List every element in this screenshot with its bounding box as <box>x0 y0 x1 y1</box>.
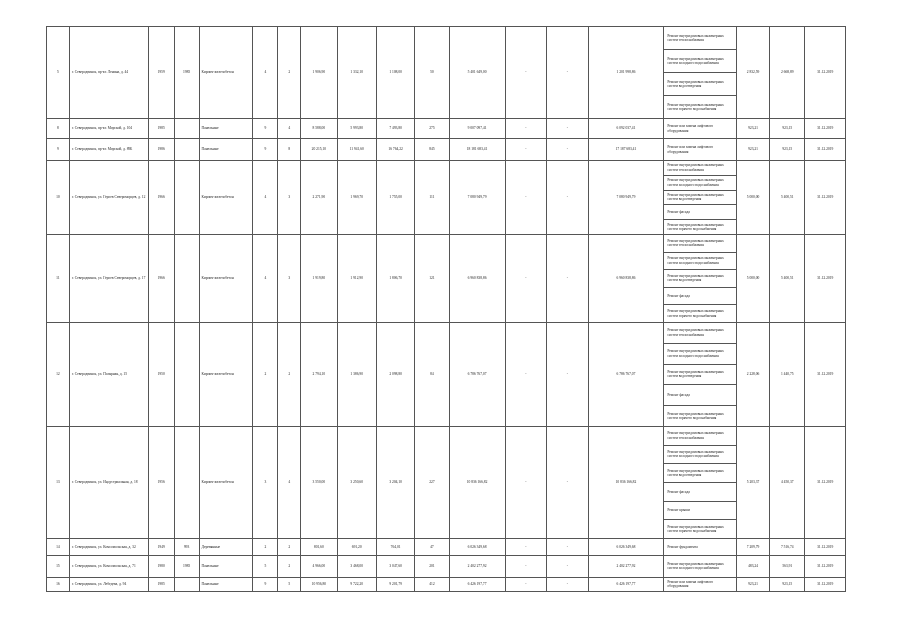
cell-c1: - <box>505 577 547 591</box>
cell-num: 8 <box>47 119 70 139</box>
cell-work-type: Ремонт внутридомовых инженерных систем водоотведения <box>664 464 737 483</box>
cell-work-type: Ремонт внутридомовых инженерных систем водоотведения <box>664 73 737 96</box>
cell-work-type: Ремонт или замена лифтового оборудования <box>664 139 737 161</box>
cell-work-type: Ремонт внутридомовых инженерных систем горячего водоснабжения <box>664 96 737 119</box>
cell-residents: 201 <box>415 555 449 577</box>
cell-area-live2: 764,01 <box>376 538 414 555</box>
table-row <box>47 161 846 176</box>
cell-address: г. Северодвинск, ул. Комсомольская, д. 71 <box>69 555 148 577</box>
cell-work-type: Ремонт фасада <box>664 287 737 305</box>
cell-limit-cost: 5 400,51 <box>770 161 805 235</box>
cell-address: г. Северодвинск, ул. Героев Североморцев, д. 12 <box>69 161 148 235</box>
cell-wall: Панельные <box>199 577 253 591</box>
cell-work-type: Ремонт внутридомовых инженерных систем холодного водоснабжения <box>664 175 737 190</box>
cell-c2: - <box>547 161 589 235</box>
cell-date: 31.12.2019 <box>805 426 846 538</box>
cell-year2: 1985 <box>174 555 199 577</box>
cell-address: г. Северодвинск, ул. Индустриальная, д. 18 <box>69 426 148 538</box>
table-row <box>47 555 846 577</box>
cell-cost-total: 9 007 097,41 <box>449 119 505 139</box>
cell-work-type: Ремонт внутридомовых инженерных систем холодного водоснабжения <box>664 343 737 364</box>
cell-c1: - <box>505 139 547 161</box>
cell-entrances: 2 <box>278 27 301 119</box>
cell-area-live: 11 941,60 <box>337 139 376 161</box>
cell-entrances: 4 <box>278 119 301 139</box>
cell-year: 1949 <box>148 538 174 555</box>
cell-floors: 4 <box>253 27 278 119</box>
cell-floors: 2 <box>253 538 278 555</box>
table-row <box>47 119 846 139</box>
cell-area-live: 1 332,10 <box>337 27 376 119</box>
cell-area-total: 801,60 <box>301 538 337 555</box>
cell-num: 5 <box>47 27 70 119</box>
cell-unit-cost: 923,21 <box>736 577 769 591</box>
cell-year: 1986 <box>148 139 174 161</box>
table-row <box>47 27 846 50</box>
cell-cost-total: 10 836 166,82 <box>449 426 505 538</box>
cell-work-type: Ремонт внутридомовых инженерных систем теплоснабжения <box>664 27 737 50</box>
cell-c3: 10 836 166,82 <box>588 426 664 538</box>
cell-c2: - <box>547 234 589 322</box>
cell-area-live2: 3 204,10 <box>376 426 414 538</box>
cell-address: г. Северодвинск, ул. Полярная, д. 15 <box>69 322 148 426</box>
cell-cost-total: 7 080 949,79 <box>449 161 505 235</box>
cell-work-type: Ремонт фасада <box>664 385 737 406</box>
cell-c2: - <box>547 119 589 139</box>
cell-cost-total: 6 426 197,77 <box>449 577 505 591</box>
cell-year2 <box>174 161 199 235</box>
cell-year: 1950 <box>148 322 174 426</box>
cell-work-type: Ремонт или замена лифтового оборудования <box>664 577 737 591</box>
cell-work-type: Ремонт внутридомовых инженерных систем холодного водоснабжения <box>664 555 737 577</box>
cell-c1: - <box>505 322 547 426</box>
cell-area-live: 3 468,00 <box>337 555 376 577</box>
cell-c3: 7 080 949,79 <box>588 161 664 235</box>
cell-residents: 47 <box>415 538 449 555</box>
cell-limit-cost: 5 400,51 <box>770 234 805 322</box>
cell-area-live2: 1 108,00 <box>376 27 414 119</box>
cell-work-type: Ремонт внутридомовых инженерных систем холодного водоснабжения <box>664 50 737 73</box>
cell-c2: - <box>547 577 589 591</box>
cell-residents: 412 <box>415 577 449 591</box>
cell-entrances: 2 <box>278 538 301 555</box>
cell-date: 31.12.2019 <box>805 119 846 139</box>
cell-work-type: Ремонт внутридомовых инженерных систем теплоснабжения <box>664 234 737 252</box>
cell-area-total: 10 956,80 <box>301 577 337 591</box>
cell-entrances: 5 <box>278 577 301 591</box>
cell-limit-cost: 563,91 <box>770 555 805 577</box>
cell-date: 31.12.2019 <box>805 161 846 235</box>
cell-c3: 6 960 838,86 <box>588 234 664 322</box>
table-row <box>47 538 846 555</box>
cell-work-type: Ремонт внутридомовых инженерных систем теплоснабжения <box>664 161 737 176</box>
cell-area-total: 3 550,00 <box>301 426 337 538</box>
cell-floors: 9 <box>253 139 278 161</box>
cell-wall: Панельные <box>199 119 253 139</box>
cell-entrances: 8 <box>278 139 301 161</box>
table-row <box>47 234 846 252</box>
cell-num: 11 <box>47 234 70 322</box>
cell-residents: 845 <box>415 139 449 161</box>
cell-residents: 121 <box>415 234 449 322</box>
cell-unit-cost: 5 000,00 <box>736 234 769 322</box>
cell-area-live: 691,20 <box>337 538 376 555</box>
cell-c2: - <box>547 139 589 161</box>
cell-c3: 6 786 767,07 <box>588 322 664 426</box>
cell-wall: Кирпич-железобетон <box>199 234 253 322</box>
cell-num: 10 <box>47 161 70 235</box>
cell-num: 12 <box>47 322 70 426</box>
cell-cost-total: 2 402 277,92 <box>449 555 505 577</box>
cell-address: г. Северодвинск, ул. Комсомольская, д. 32 <box>69 538 148 555</box>
cell-wall: Кирпич-железобетон <box>199 426 253 538</box>
table-row <box>47 322 846 343</box>
cell-wall: Деревянные <box>199 538 253 555</box>
cell-work-type: Ремонт фасада <box>664 205 737 220</box>
cell-c1: - <box>505 555 547 577</box>
cell-address: г. Северодвинск, ул. Героев Североморцев, д. 17 <box>69 234 148 322</box>
cell-address: г. Северодвинск, пр-кт. Морской, д. 104 <box>69 119 148 139</box>
cell-work-type: Ремонт внутридомовых инженерных систем горячего водоснабжения <box>664 305 737 323</box>
cell-unit-cost: 5 000,00 <box>736 161 769 235</box>
cell-c2: - <box>547 322 589 426</box>
cell-year2 <box>174 426 199 538</box>
cell-area-total: 2 271,90 <box>301 161 337 235</box>
cell-c1: - <box>505 234 547 322</box>
cell-year2 <box>174 139 199 161</box>
cell-year: 1966 <box>148 234 174 322</box>
cell-wall: Панельные <box>199 139 253 161</box>
cell-cost-total: 18 181 683,41 <box>449 139 505 161</box>
cell-floors: 9 <box>253 119 278 139</box>
cell-year: 1980 <box>148 555 174 577</box>
cell-year: 1959 <box>148 27 174 119</box>
cell-area-live: 1 386,90 <box>337 322 376 426</box>
cell-area-live2: 7 493,80 <box>376 119 414 139</box>
cell-work-type: Ремонт внутридомовых инженерных систем водоотведения <box>664 364 737 385</box>
cell-c1: - <box>505 426 547 538</box>
cell-work-type: Ремонт внутридомовых инженерных систем теплоснабжения <box>664 426 737 445</box>
cell-date: 31.12.2019 <box>805 234 846 322</box>
cell-area-live: 9 722,20 <box>337 577 376 591</box>
cell-work-type: Ремонт фундамента <box>664 538 737 555</box>
cell-work-type: Ремонт внутридомовых инженерных систем холодного водоснабжения <box>664 445 737 464</box>
cell-entrances: 2 <box>278 555 301 577</box>
cell-area-live2: 1 755,00 <box>376 161 414 235</box>
cell-wall: Панельные <box>199 555 253 577</box>
cell-year2 <box>174 119 199 139</box>
cell-c3: 6 426 197,77 <box>588 577 664 591</box>
cell-year2: 993 <box>174 538 199 555</box>
cell-c1: - <box>505 538 547 555</box>
table-row <box>47 426 846 445</box>
cell-num: 9 <box>47 139 70 161</box>
cell-floors: 5 <box>253 555 278 577</box>
cell-cost-total: 6 786 767,07 <box>449 322 505 426</box>
cell-num: 14 <box>47 538 70 555</box>
cell-residents: 227 <box>415 426 449 538</box>
cell-unit-cost: 923,21 <box>736 119 769 139</box>
cell-work-type: Ремонт внутридомовых инженерных систем горячего водоснабжения <box>664 406 737 427</box>
cell-wall: Кирпич-железобетон <box>199 27 253 119</box>
cell-limit-cost: 4 450,37 <box>770 426 805 538</box>
cell-cost-total: 5 401 649,00 <box>449 27 505 119</box>
cell-area-total: 4 966,00 <box>301 555 337 577</box>
cell-year: 1985 <box>148 119 174 139</box>
cell-area-total: 2 794,10 <box>301 322 337 426</box>
cell-c3: 2 402 277,92 <box>588 555 664 577</box>
cell-area-live2: 2 098,80 <box>376 322 414 426</box>
cell-work-type: Ремонт фасада <box>664 482 737 501</box>
cell-work-type: Ремонт внутридомовых инженерных систем горячего водоснабжения <box>664 520 737 539</box>
document-sheet <box>46 26 846 592</box>
table-row <box>47 139 846 161</box>
cell-area-live: 3 250,60 <box>337 426 376 538</box>
cell-entrances: 2 <box>278 322 301 426</box>
cell-c2: - <box>547 555 589 577</box>
cell-limit-cost: 1 440,75 <box>770 322 805 426</box>
cell-c1: - <box>505 161 547 235</box>
cell-num: 15 <box>47 555 70 577</box>
cell-date: 31.12.2019 <box>805 27 846 119</box>
cell-area-total: 20 215,10 <box>301 139 337 161</box>
cell-year2 <box>174 234 199 322</box>
cell-year2 <box>174 322 199 426</box>
cell-date: 31.12.2019 <box>805 322 846 426</box>
cell-year: 1985 <box>148 577 174 591</box>
cell-limit-cost: 923,15 <box>770 577 805 591</box>
cell-limit-cost: 2 668,89 <box>770 27 805 119</box>
cell-work-type: Ремонт внутридомовых инженерных систем холодного водоснабжения <box>664 252 737 270</box>
cell-address: г. Северодвинск, пр-кт. Морской, д. 89Б <box>69 139 148 161</box>
cell-residents: 50 <box>415 27 449 119</box>
cell-c3: 6 092 037,41 <box>588 119 664 139</box>
cell-area-total: 8 588,00 <box>301 119 337 139</box>
cell-unit-cost: 2 832,59 <box>736 27 769 119</box>
cell-area-total: 1 919,80 <box>301 234 337 322</box>
cell-c1: - <box>505 27 547 119</box>
cell-area-live: 5 993,80 <box>337 119 376 139</box>
cell-unit-cost: 2 228,06 <box>736 322 769 426</box>
cell-work-type: Ремонт внутридомовых инженерных систем водоотведения <box>664 270 737 288</box>
cell-c3: 6 026 349,68 <box>588 538 664 555</box>
cell-floors: 3 <box>253 426 278 538</box>
cell-date: 31.12.2019 <box>805 577 846 591</box>
cell-year: 1956 <box>148 426 174 538</box>
cell-limit-cost: 923,15 <box>770 139 805 161</box>
cell-c2: - <box>547 538 589 555</box>
cell-floors: 4 <box>253 161 278 235</box>
cell-c3: 1 201 998,86 <box>588 27 664 119</box>
cell-area-live2: 1 806,70 <box>376 234 414 322</box>
cell-cost-total: 6 026 349,68 <box>449 538 505 555</box>
cell-area-live2: 3 047,60 <box>376 555 414 577</box>
cell-area-live2: 9 201,79 <box>376 577 414 591</box>
cell-c2: - <box>547 27 589 119</box>
cell-cost-total: 6 960 838,86 <box>449 234 505 322</box>
cell-residents: 275 <box>415 119 449 139</box>
cell-date: 31.12.2019 <box>805 139 846 161</box>
cell-c2: - <box>547 426 589 538</box>
cell-limit-cost: 923,15 <box>770 119 805 139</box>
cell-floors: 2 <box>253 322 278 426</box>
cell-unit-cost: 5 203,37 <box>736 426 769 538</box>
cell-floors: 9 <box>253 577 278 591</box>
cell-work-type: Ремонт крыши <box>664 501 737 520</box>
cell-c1: - <box>505 119 547 139</box>
cell-num: 16 <box>47 577 70 591</box>
cell-year: 1966 <box>148 161 174 235</box>
cell-work-type: Ремонт или замена лифтового оборудования <box>664 119 737 139</box>
cell-c3: 17 187 683,41 <box>588 139 664 161</box>
cell-wall: Кирпич-железобетон <box>199 322 253 426</box>
cell-address: г. Северодвинск, ул. Лебедева, д. 94 <box>69 577 148 591</box>
cell-work-type: Ремонт внутридомовых инженерных систем теплоснабжения <box>664 322 737 343</box>
cell-year2 <box>174 577 199 591</box>
cell-area-total: 1 906,90 <box>301 27 337 119</box>
cell-residents: 84 <box>415 322 449 426</box>
cell-date: 31.12.2019 <box>805 538 846 555</box>
table-row <box>47 577 846 591</box>
cell-floors: 4 <box>253 234 278 322</box>
cell-date: 31.12.2019 <box>805 555 846 577</box>
cell-work-type: Ремонт внутридомовых инженерных систем водоотведения <box>664 190 737 205</box>
cell-entrances: 3 <box>278 234 301 322</box>
cell-area-live: 1 912,90 <box>337 234 376 322</box>
cell-limit-cost: 7 516,74 <box>770 538 805 555</box>
cell-unit-cost: 923,21 <box>736 139 769 161</box>
cell-unit-cost: 483,24 <box>736 555 769 577</box>
repair-program-table <box>46 26 846 592</box>
cell-num: 13 <box>47 426 70 538</box>
cell-area-live2: 16 764,22 <box>376 139 414 161</box>
cell-year2: 1985 <box>174 27 199 119</box>
cell-wall: Кирпич-железобетон <box>199 161 253 235</box>
cell-entrances: 4 <box>278 426 301 538</box>
cell-work-type: Ремонт внутридомовых инженерных систем горячего водоснабжения <box>664 220 737 235</box>
cell-area-live: 1 969,70 <box>337 161 376 235</box>
cell-entrances: 3 <box>278 161 301 235</box>
cell-unit-cost: 7 209,79 <box>736 538 769 555</box>
cell-residents: 111 <box>415 161 449 235</box>
cell-address: г. Северодвинск, пр-кт. Ленина, д. 44 <box>69 27 148 119</box>
